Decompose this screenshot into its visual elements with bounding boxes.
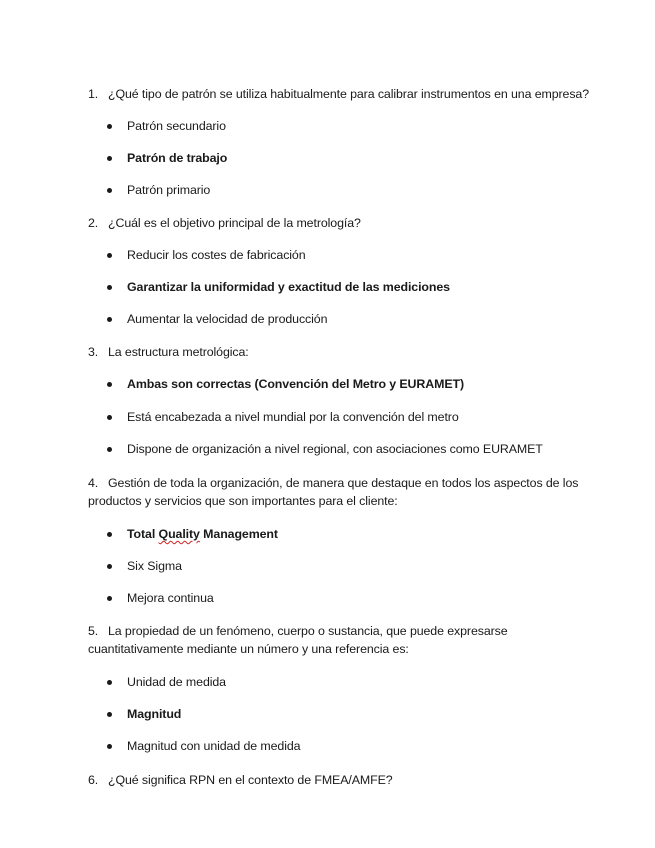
question-1 (88, 85, 618, 103)
question-6 (88, 771, 618, 789)
bullet-icon (107, 564, 112, 569)
option-text: Six Sigma (127, 559, 182, 573)
bullet-icon (107, 156, 112, 161)
option-text: Patrón secundario (127, 119, 226, 133)
option-text: Unidad de medida (127, 675, 226, 689)
bullet-icon (107, 744, 112, 749)
question-text: ¿Cuál es el objetivo principal de la metrología? (108, 216, 361, 230)
option-text: Garantizar la uniformidad y exactitud de las mediciones (127, 280, 450, 294)
bullet-icon (107, 317, 112, 322)
option-text: Magnitud (127, 707, 182, 721)
bullet-icon (107, 382, 112, 387)
bullet-icon (107, 447, 112, 452)
bullet-icon (107, 188, 112, 193)
bullet-icon (107, 532, 112, 537)
question-number: 6. (88, 773, 99, 787)
option-text: Ambas son correctas (Convención del Metro y EURAMET) (127, 377, 464, 391)
option-text: Mejora continua (127, 591, 214, 605)
bullet-icon (107, 285, 112, 290)
bullet-icon (107, 253, 112, 258)
option-text: Está encabezada a nivel mundial por la convención del metro (127, 410, 459, 424)
bullet-icon (107, 415, 112, 420)
question-number: 1. (88, 87, 99, 101)
bullet-icon (107, 124, 112, 129)
question-text-line-2: cuantitativamente mediante un número y una referencia es: (88, 642, 409, 656)
option-text: Patrón primario (127, 183, 211, 197)
question-2 (88, 214, 618, 232)
spellcheck-underlined-word: Quality (158, 527, 200, 541)
option-text-part: Total (127, 527, 159, 541)
question-number: 3. (88, 345, 99, 359)
question-5 (88, 622, 618, 658)
question-text: La estructura metrológica: (108, 345, 249, 359)
question-text: ¿Qué tipo de patrón se utiliza habitualmente para calibrar instrumentos en una empresa? (108, 87, 590, 101)
question-text: ¿Qué significa RPN en el contexto de FMEA/AMFE? (108, 773, 393, 787)
question-4 (88, 474, 618, 510)
question-3 (88, 343, 618, 361)
option-text: Dispone de organización a nivel regional, con asociaciones como EURAMET (127, 442, 543, 456)
question-number: 5. (88, 624, 99, 638)
option-text (127, 525, 278, 543)
option-text: Patrón de trabajo (127, 151, 228, 165)
option-text: Reducir los costes de fabricación (127, 248, 306, 262)
question-number: 4. (88, 476, 99, 490)
question-text-line-1: Gestión de toda la organización, de manera que destaque en todos los aspectos de los (108, 476, 579, 490)
question-number: 2. (88, 216, 99, 230)
option-text-part: Management (199, 527, 278, 541)
bullet-icon (107, 712, 112, 717)
option-text: Magnitud con unidad de medida (127, 739, 301, 753)
option-text: Aumentar la velocidad de producción (127, 312, 328, 326)
question-text-line-2: productos y servicios que son importantes para el cliente: (88, 494, 398, 508)
bullet-icon (107, 596, 112, 601)
question-text-line-1: La propiedad de un fenómeno, cuerpo o sustancia, que puede expresarse (108, 624, 508, 638)
bullet-icon (107, 680, 112, 685)
